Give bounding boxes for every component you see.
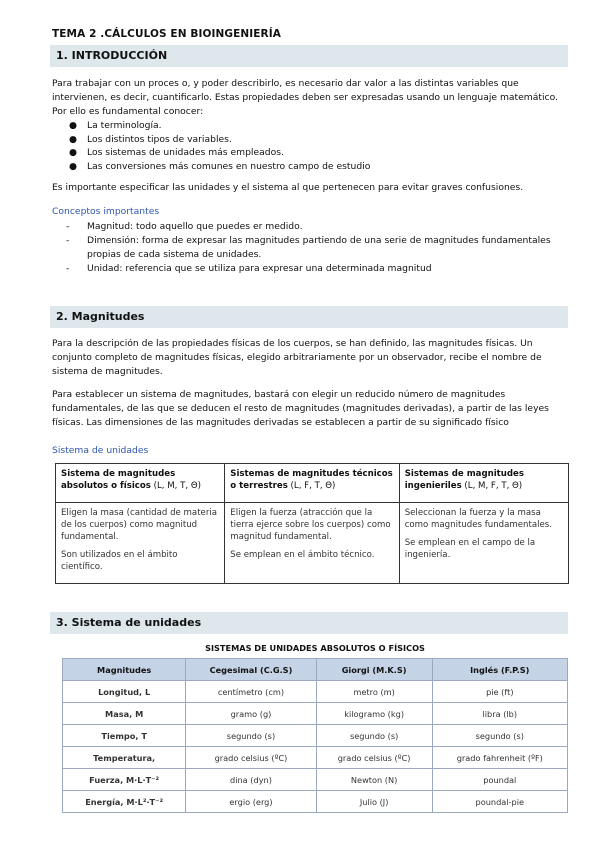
table-cell: segundo (s) [186, 725, 316, 747]
document-title: TEMA 2 .CÁLCULOS EN BIOINGENIERÍA [52, 28, 281, 40]
list-item: ● Los sistemas de unidades más empleados. [69, 147, 284, 158]
text-line: conjunto completo de magnitudes físicas, elegido arbitrariamente por un observador, recibe el nombre de [52, 352, 542, 363]
bullet-icon: ● [69, 120, 78, 131]
magnitude-systems-table [55, 463, 569, 584]
table-cell: gramo (g) [186, 703, 316, 725]
table-cell: Newton (N) [316, 769, 432, 791]
table-header-cell: Sistema de magnitudes absolutos o físicos (L, M, T, Θ) [56, 464, 225, 503]
list-item: ● Los distintos tipos de variables. [69, 133, 232, 145]
table-cell: poundal [432, 769, 567, 791]
table-cell: centímetro (cm) [186, 681, 316, 703]
list-item: - Unidad: referencia que se utiliza para expresar una determinada magnitud [66, 263, 432, 274]
row-header: Fuerza, M·L·T⁻² [63, 769, 186, 791]
absolute-units-table [62, 658, 568, 813]
dash-icon: - [66, 235, 70, 246]
units-table-title: SISTEMAS DE UNIDADES ABSOLUTOS O FÍSICOS [205, 643, 425, 653]
magnitudes-paragraph-1 [52, 337, 568, 379]
column-header: Magnitudes [63, 659, 186, 681]
table-row [56, 503, 569, 584]
table-header-cell: Sistemas de magnitudes ingenieriles (L, M, F, T, Θ) [399, 464, 568, 503]
table-cell: poundal-pie [432, 791, 567, 813]
units-system-title: Sistema de unidades [52, 445, 149, 456]
table-row [63, 769, 568, 791]
bullet-icon: ● [69, 160, 78, 172]
list-item: ● Las conversiones más comunes en nuestro campo de estudio [69, 160, 371, 172]
bullet-icon: ● [69, 133, 78, 145]
table-cell: dina (dyn) [186, 769, 316, 791]
note-paragraph: Es importante especificar las unidades y el sistema al que pertenecen para evitar graves confusiones. [52, 182, 524, 193]
text-line: físicas. Las dimensiones de las magnitudes derivadas se establecen a partir de su significado físico [52, 417, 509, 428]
text-line: Para establecer un sistema de magnitudes, bastará con elegir un reducido número de magnitudes [52, 389, 506, 400]
table-cell: segundo (s) [432, 725, 567, 747]
table-cell: kilogramo (kg) [316, 703, 432, 725]
table-header-cell: Sistemas de magnitudes técnicos o terrestres (L, F, T, Θ) [225, 464, 399, 503]
list-item: - Dimensión: forma de expresar las magnitudes partiendo de una serie de magnitudes fundamentales [66, 235, 551, 246]
list-item: ● La terminología. [69, 120, 162, 131]
text-line: fundamentales, de las que se deducen el resto de magnitudes (magnitudes derivadas), a partir de las leyes [52, 403, 549, 414]
table-cell: Julio (J) [316, 791, 432, 813]
table-cell: ergio (erg) [186, 791, 316, 813]
list-item: - Magnitud: todo aquello que puedes er medido. [66, 221, 303, 232]
table-cell: pie (ft) [432, 681, 567, 703]
table-cell: grado fahrenheit (ºF) [432, 747, 567, 769]
table-cell: Eligen la masa (cantidad de materia de los cuerpos) como magnitud fundamental. Son utilizados en el ámbito científico. [56, 503, 225, 584]
text-line: Para la descripción de las propiedades físicas de los cuerpos, se han definido, las magnitudes físicas. Un [52, 338, 533, 349]
table-row [63, 681, 568, 703]
magnitudes-paragraph-2 [52, 388, 568, 430]
column-header: Cegesimal (C.G.S) [186, 659, 316, 681]
dash-icon: - [66, 263, 70, 274]
row-header: Tiempo, T [63, 725, 186, 747]
column-header: Inglés (F.P.S) [432, 659, 567, 681]
row-header: Temperatura, [63, 747, 186, 769]
row-header: Longitud, L [63, 681, 186, 703]
row-header: Masa, M [63, 703, 186, 725]
table-row [63, 791, 568, 813]
text-line: Para trabajar con un proces o, y poder describirlo, es necesario dar valor a las distintas variables que [52, 78, 519, 89]
section-heading-sistema-unidades: 3. Sistema de unidades [50, 612, 568, 634]
table-row [63, 747, 568, 769]
table-cell: libra (lb) [432, 703, 567, 725]
column-header: Giorgi (M.K.S) [316, 659, 432, 681]
row-header: Energía, M·L²·T⁻² [63, 791, 186, 813]
text-line: sistema de magnitudes. [52, 366, 163, 377]
table-cell: Eligen la fuerza (atracción que la tierra ejerce sobre los cuerpos) como magnitud fundamental. Se emplean en el ámbito técnico. [225, 503, 399, 584]
table-cell: Seleccionan la fuerza y la masa como magnitudes fundamentales. Se emplean en el campo de la ingeniería. [399, 503, 568, 584]
text-line: intervienen, es decir, cuantificarlo. Estas propiedades deben ser expresadas usando un lenguaje matemático. [52, 92, 558, 103]
table-header-row [63, 659, 568, 681]
bullet-icon: ● [69, 147, 78, 158]
intro-paragraph [52, 77, 568, 119]
concepts-list [52, 220, 568, 276]
dash-icon: - [66, 221, 70, 232]
table-row [63, 725, 568, 747]
text-line: Por ello es fundamental conocer: [52, 106, 204, 117]
table-header-row [56, 464, 569, 503]
bullet-list [52, 119, 568, 173]
section-heading-introduccion: 1. INTRODUCCIÓN [50, 45, 568, 67]
section-heading-magnitudes: 2. Magnitudes [50, 306, 568, 328]
table-cell: grado celsius (ºC) [186, 747, 316, 769]
table-cell: segundo (s) [316, 725, 432, 747]
table-cell: metro (m) [316, 681, 432, 703]
table-cell: grado celsius (ºC) [316, 747, 432, 769]
concepts-title: Conceptos importantes [52, 206, 160, 217]
table-row [63, 703, 568, 725]
list-item-continuation: propias de cada sistema de unidades. [87, 249, 262, 260]
